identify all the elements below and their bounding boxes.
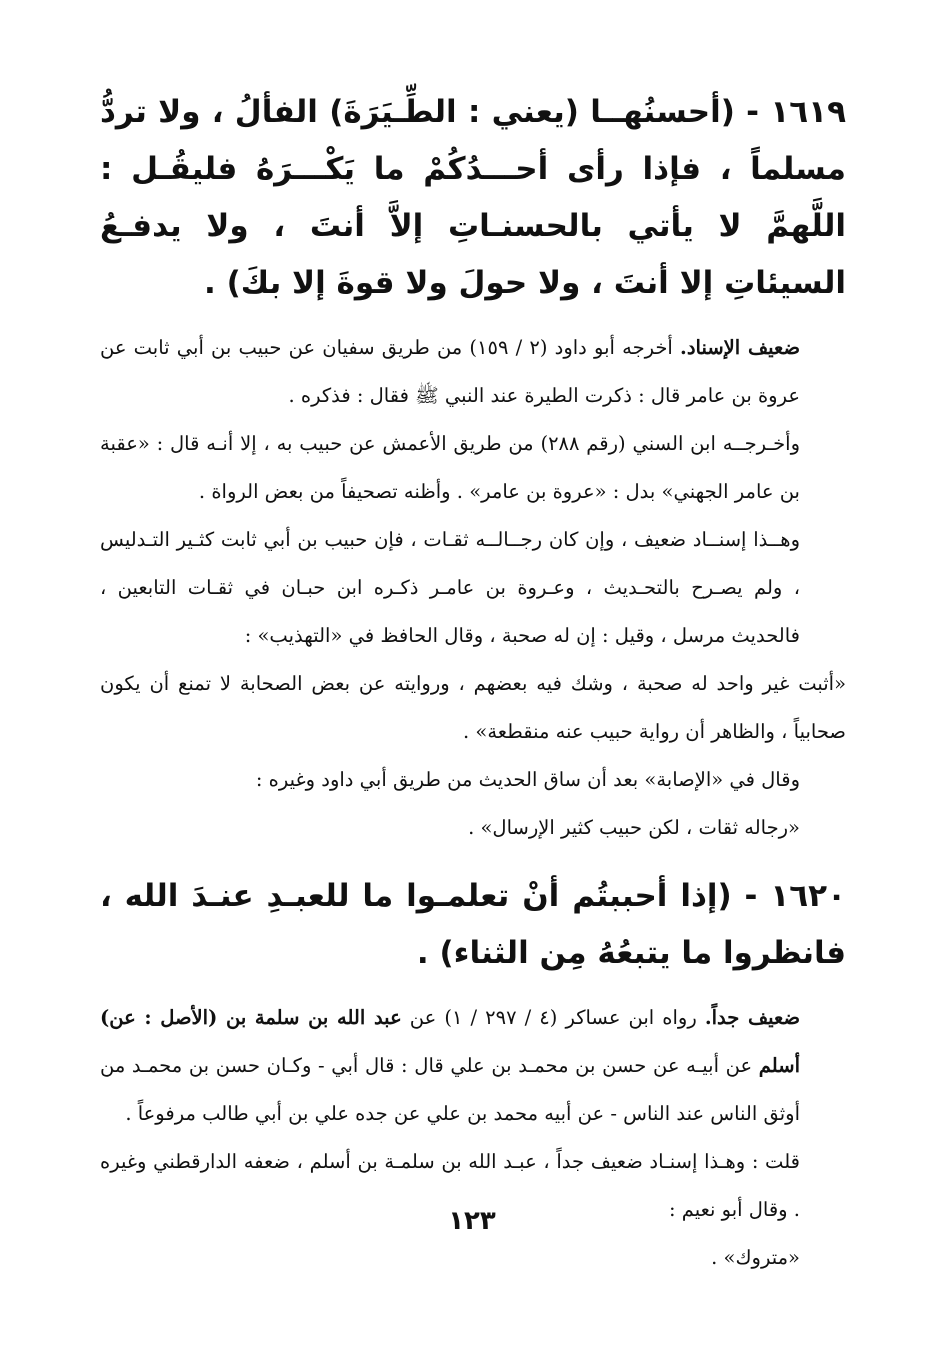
commentary-1619-quote-1: «أثبت غير واحد له صحبة ، وشك فيه بعضهم ، وروايته عن بعض الصحابة لا تمنع أن يكون صحابياً ، والظاهر أن رواية حبيب عنه منقطعة» . [100, 672, 846, 743]
commentary-1619-paragraph-2: وأخـرجــه ابن السني (رقم ٢٨٨) من طريق الأعمش عن حبيب به ، إلا أنـه قال : «عقبة بن عامر الجهني» بدل : «عروة بن عامر» . وأظنه تصحيفاً من بعض الرواة . [100, 432, 800, 503]
commentary-1620-paragraph-2: قلت : وهـذا إسنـاد ضعيف جداً ، عبـد الله بن سلمـة بن أسلم ، ضعفه الدارقطني وغيره . وقال أبو نعيم : [100, 1150, 800, 1221]
commentary-1619-paragraph-5: وقال في «الإصابة» بعد أن ساق الحديث من طريق أبي داود وغيره : [255, 768, 800, 791]
page-body [100, 84, 846, 1282]
hadith-1620: ١٦٢٠ - (إذا أحببتُم أنْ تعلمـوا ما للعبـدِ عنـدَ الله ، فانظروا ما يتبعُهُ مِن الثناء) . [100, 878, 846, 971]
paragraph-text: رواه ابن عساكر (٤ / ٢٩٧ / ١) عن [401, 1006, 705, 1029]
paragraph-text: أخرجه أبو داود (٢ / ١٥٩) من طريق سفيان عن حبيب بن أبي ثابت عن عروة بن عامر قال : ذكرت الطيرة عند النبي ﷺ فقال : فذكره . [100, 336, 800, 407]
commentary-1620-paragraph-1 [100, 994, 846, 1138]
commentary-1619-paragraph-3: وهــذا إسنــاد ضعيف ، وإن كان رجــالــه ثقـات ، فإن حبيب بن أبي ثابت كثـير التـدليس ، ولم يصـرح بالتحـديث ، وعـروة بن عامـر ذكـره ابن حبـان في ثقـات التابعين ، فالحديث مرسل ، وقيل : إن له صحبة ، وقال الحافظ في «التهذيب» : [100, 528, 800, 647]
grading-label: ضعيف الإسناد. [680, 336, 801, 359]
narrator-name: عبد الله بن سلمة بن (الأصل : عن) أسلم [100, 1006, 800, 1077]
page-number: ١٢٣ [448, 1206, 496, 1236]
commentary-1620-quote: «متروك» . [711, 1246, 800, 1269]
paragraph-text: عن أبيـه عن حسن بن محمـد بن علي قال : قال أبي - وكـان حسن بن محمـد من أوثق الناس عند الناس - عن أبيه محمد بن علي عن جده علي بن أبي طالب مرفوعاً . [100, 1054, 800, 1125]
grading-label: ضعيف جداً. [704, 1006, 801, 1029]
commentary-1619-quote-2: «رجاله ثقات ، لكن حبيب كثير الإرسال» . [468, 816, 800, 839]
commentary-1619-paragraph-1 [100, 324, 846, 420]
hadith-1619: ١٦١٩ - (أحسنُهــا (يعني : الطِّـيَرَةَ) الفألُ ، ولا تردُّ مسلماً ، فإذا رأى أحـــدُكُمْ ما يَكْـــرَهُ فليقُـل : اللَّهمَّ لا يأتي بالحسنـاتِ إلاَّ أنتَ ، ولا يدفـعُ السيئاتِ إلا أنتَ ، ولا حولَ ولا قوةَ إلا بكَ) . [100, 94, 846, 301]
